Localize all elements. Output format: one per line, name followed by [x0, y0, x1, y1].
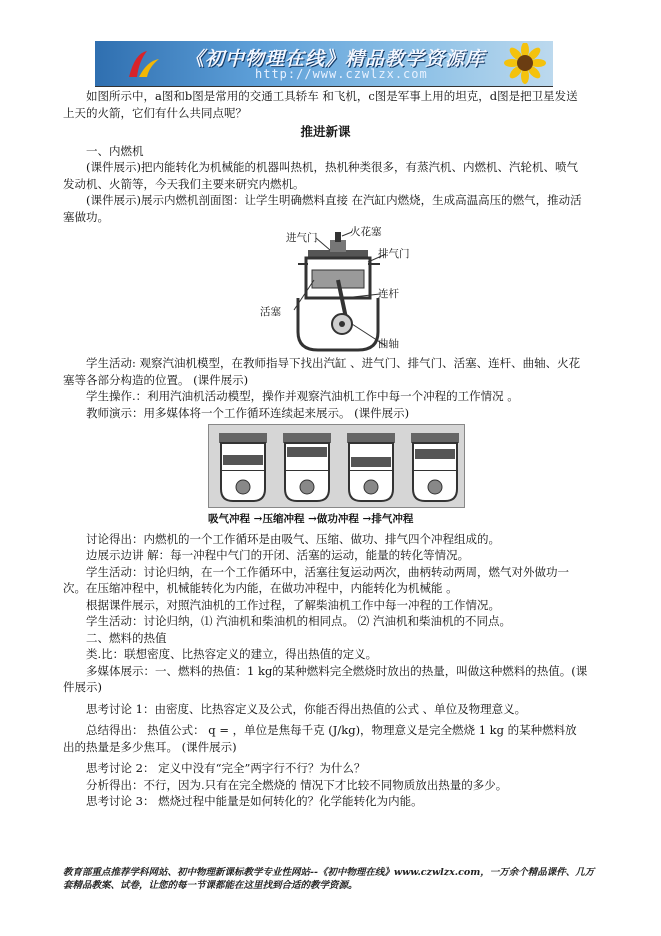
paragraph-student-activity-1: 学生活动: 观察汽油机模型，在教师指导下找出汽缸 、进气门、排气门、活塞、连杆、曲轴、火花塞等各部分构造的位置。 (课件展示) — [63, 356, 581, 387]
section-heading: 推进新课 — [300, 124, 351, 139]
header-banner — [95, 41, 553, 86]
site-logo-icon — [125, 47, 165, 81]
label-connecting-rod: 连杆 — [378, 288, 399, 300]
four-stroke-cycle-figure — [208, 424, 463, 528]
stroke-diagram-strip — [208, 424, 465, 508]
header-rule — [95, 86, 553, 87]
paragraph-teacher-demo: 教师演示：用多媒体将一个工作循环连续起来展示。 (课件展示) — [86, 405, 410, 420]
paragraph-analogy: 类.比：联想密度、比热容定义的建立，得出热值的定义。 — [86, 647, 378, 661]
paragraph-student-operation: 学生操作.：利用汽油机活动模型，操作并观察汽油机工作中每一个冲程的工作情况 。 — [86, 389, 519, 403]
paragraph-think-2: 思考讨论 2： 定义中没有“完全”两字行不行？为什么？ — [86, 761, 366, 775]
paragraph-multimedia: 多媒体展示：一、燃料的热值：1 kg的某种燃料完全燃烧时放出的热量，叫做这种燃料的热值。(课件展示) — [63, 663, 588, 694]
paragraph-cross-section: (课件展示)展示内燃机剖面图：让学生明确燃料直接 在汽缸内燃烧，生成高温高压的燃气，推动活塞做功。 — [63, 193, 582, 224]
document-body — [63, 88, 588, 810]
banner-url[interactable]: http://www.czwlzx.com — [255, 67, 428, 81]
paragraph-discussion-result: 讨论得出：内燃机的一个工作循环是由吸气、压缩、做功、排气四个冲程组成的。 — [86, 531, 500, 546]
label-crankshaft: 曲轴 — [378, 338, 399, 350]
label-piston: 活塞 — [260, 306, 281, 318]
paragraph-heat-engine: (课件展示)把内能转化为机械能的机器叫热机，热机种类很多，有蒸汽机、内燃机、汽轮机、喷气发动机、火箭等，今天我们主要来研究内燃机。 — [63, 160, 578, 191]
intro-paragraph: 如图所示中，a图和b图是常用的交通工具轿车 和飞机，c图是军事上用的坦克，d图是把卫星发送上天的火箭，它们有什么共同点呢？ — [63, 89, 578, 120]
paragraph-think-3: 思考讨论 3： 燃烧过程中能量是如何转化的？化学能转化为内能。 — [86, 794, 423, 808]
four-strokes-diagram-icon — [209, 425, 464, 507]
paragraph-student-activity-2: 学生活动：讨论归纳，在一个工作循环中，活塞往复运动两次，曲柄转动两周，燃气对外做功一次。在压缩冲程中，机械能转化为内能，在做功冲程中，内能转化为机械能 。 — [63, 564, 569, 595]
paragraph-diesel: 根据课件展示，对照汽油机的工作过程，了解柴油机工作中每一冲程的工作情况。 — [86, 597, 500, 612]
paragraph-think-1: 思考讨论 1：由密度、比热容定义及公式，你能否得出热值的公式 、单位及物理意义。 — [86, 701, 527, 716]
sunflower-icon — [497, 43, 551, 85]
paragraph-analysis: 分析得出：不行，因为.只有在完全燃烧的 情况下才比较不同物质放出热量的多少。 — [86, 777, 508, 792]
stroke-caption: 吸气冲程 →压缩冲程 →做功冲程 →排气冲程 — [208, 513, 414, 525]
label-exhaust-valve: 排气门 — [378, 248, 410, 260]
subheading-heat-value: 二、燃料的热值 — [86, 630, 167, 645]
banner-title: 《初中物理在线》精品教学资源库 — [185, 48, 486, 70]
label-intake-valve: 进气门 — [286, 232, 318, 244]
paragraph-explain: 边展示边讲 解：每一冲程中气门的开闭、活塞的运动，能量的转化等情况。 — [86, 548, 470, 562]
paragraph-student-activity-3: 学生活动：讨论归纳，⑴ 汽油机和柴油机的相同点。 ⑵ 汽油机和柴油机的不同点。 — [86, 614, 511, 628]
paragraph-summary-formula: 总结得出： 热值公式： q = ，单位是焦每千克 (J/kg)，物理意义是完全燃烧 1 kg 的某种燃料放出的热量是多少焦耳。 (课件展示) — [63, 723, 577, 754]
label-spark-plug: 火花塞 — [350, 226, 382, 238]
page-footer: 教育部重点推荐学科网站、初中物理新课标教学专业性网站--《初中物理在线》www.czwlzx.com，一万余个精品课件、几万套精品教案、试卷，让您的每一节课都能在这里找到合适的教学资源。 — [63, 867, 595, 891]
engine-cross-section-figure — [260, 226, 410, 353]
subheading-engine: 一、内燃机 — [86, 143, 144, 158]
